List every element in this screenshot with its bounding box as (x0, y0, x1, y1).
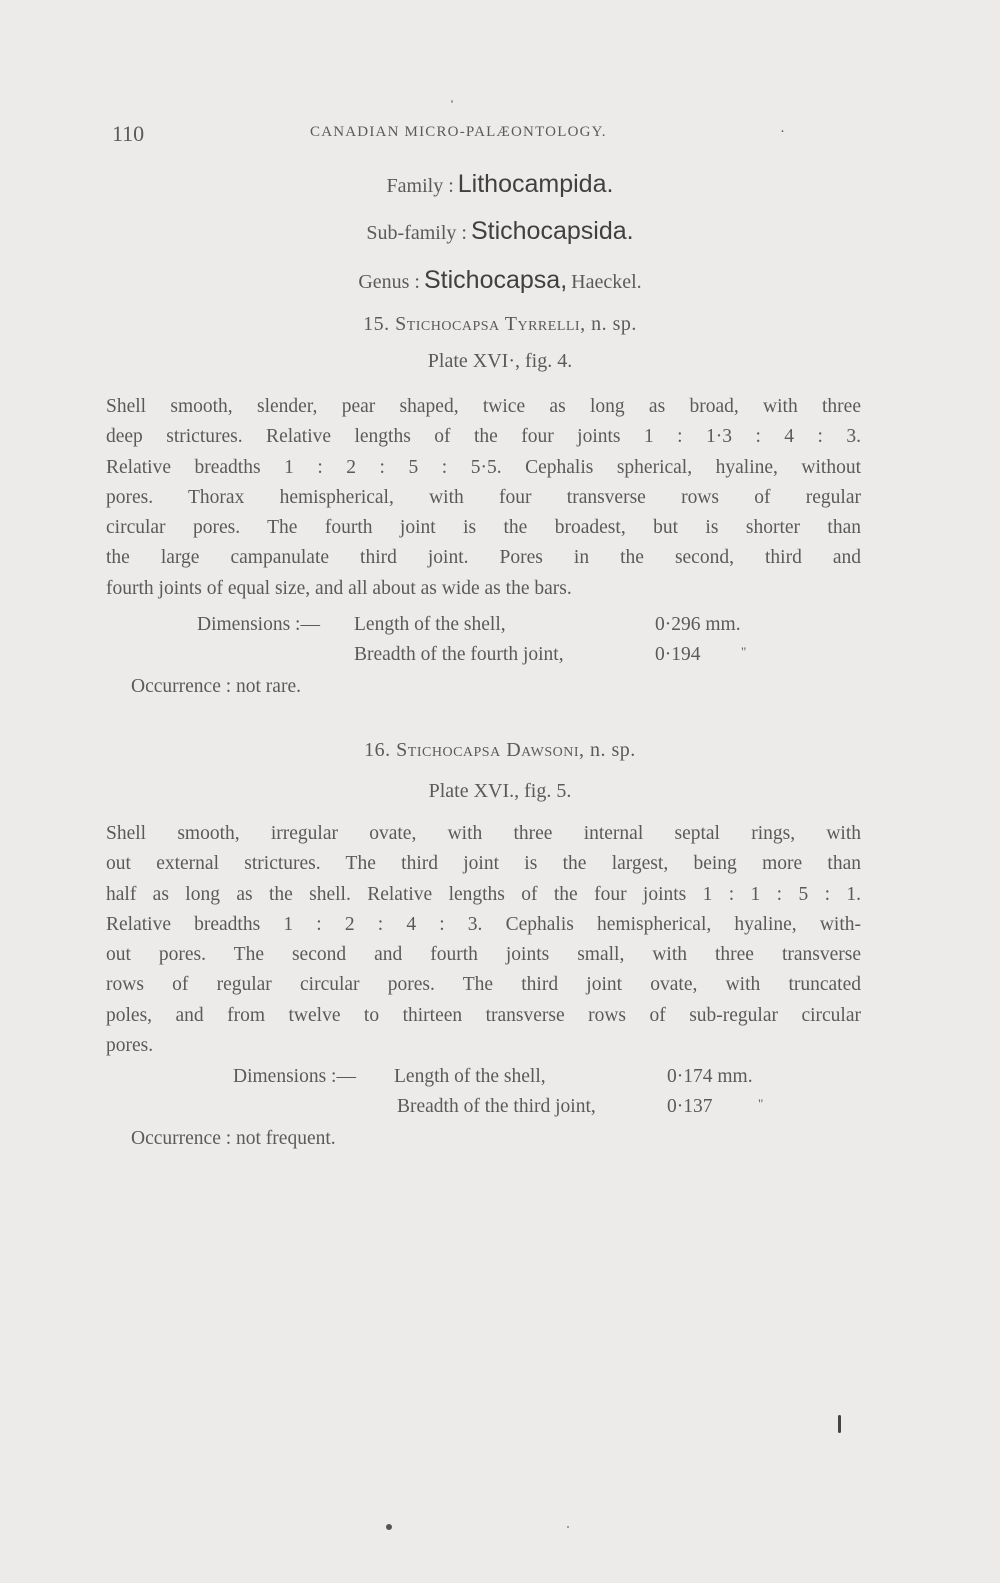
dimension-length-label: Length of the shell, (394, 1066, 546, 1087)
running-title: CANADIAN MICRO-PALÆONTOLOGY. (310, 124, 607, 140)
ditto-mark: " (758, 1096, 764, 1111)
species-status: n. sp. (590, 739, 636, 761)
subfamily-label: Sub-family : (366, 222, 467, 244)
description-line: deep strictures. Relative lengths of the four joints 1 : 1·3 : 4 : 3. (106, 426, 861, 448)
paper-blemish (838, 1415, 841, 1433)
dimension-breadth-label: Breadth of the fourth joint, (354, 644, 564, 665)
genus-heading (0, 266, 1000, 295)
paper-blemish (451, 100, 453, 103)
description-line: Relative breadths 1 : 2 : 5 : 5·5. Cephalis spherical, hyaline, without (106, 456, 861, 478)
dimension-breadth-label: Breadth of the third joint, (397, 1096, 596, 1117)
description-line: the large campanulate third joint. Pores in the second, third and (106, 547, 861, 569)
species-name: Stichocapsa Dawsoni, (396, 739, 585, 761)
species-description (106, 819, 861, 1061)
header-mark: · (780, 124, 785, 140)
paper-blemish (386, 1524, 392, 1530)
description-line: half as long as the shell. Relative lengths of the four joints 1 : 1 : 5 : 1. (106, 883, 861, 905)
dimensions-label: Dimensions :— (233, 1066, 356, 1087)
dimensions-label: Dimensions :— (197, 614, 320, 635)
genus-label: Genus : (358, 271, 420, 293)
occurrence: Occurrence : not frequent. (131, 1128, 336, 1149)
genus-name: Stichocapsa, (424, 266, 568, 294)
description-line: out pores. The second and fourth joints small, with three transverse (106, 944, 861, 966)
description-line: pores. (106, 1035, 154, 1057)
species-description (106, 392, 861, 604)
description-line: Relative breadths 1 : 2 : 4 : 3. Cephalis hemispherical, hyaline, with- (106, 913, 861, 935)
dimension-length-label: Length of the shell, (354, 614, 506, 635)
description-line: pores. Thorax hemispherical, with four transverse rows of regular (106, 486, 861, 508)
description-line: rows of regular circular pores. The third joint ovate, with truncated (106, 974, 861, 996)
description-line: poles, and from twelve to thirteen transverse rows of sub-regular circular (106, 1004, 861, 1026)
species-number: 16. (364, 739, 391, 761)
species-heading (0, 739, 1000, 762)
family-name: Lithocampida. (457, 170, 614, 198)
genus-author: Haeckel. (571, 271, 642, 293)
description-line: Shell smooth, irregular ovate, with three internal septal rings, with (106, 823, 861, 844)
species-number: 15. (363, 313, 390, 335)
dimension-breadth-value: 0·194 (655, 644, 701, 665)
species-status: n. sp. (591, 313, 637, 335)
description-line: Shell smooth, slender, pear shaped, twice as long as broad, with three (106, 396, 861, 417)
ditto-mark: " (741, 644, 747, 659)
species-heading (0, 313, 1000, 336)
subfamily-name: Stichocapsida. (470, 217, 634, 245)
dimension-length-value: 0·296 mm. (655, 614, 741, 635)
family-label: Family : (386, 175, 454, 197)
species-name: Stichocapsa Tyrrelli, (395, 313, 586, 335)
page-number: 110 (112, 121, 145, 146)
occurrence: Occurrence : not rare. (131, 676, 301, 697)
description-line: circular pores. The fourth joint is the broadest, but is shorter than (106, 517, 861, 539)
subfamily-heading (0, 217, 1000, 246)
description-line: out external strictures. The third joint is the largest, being more than (106, 853, 861, 875)
plate-reference: Plate XVI·, fig. 4. (427, 350, 573, 372)
dimension-breadth-value: 0·137 (667, 1096, 713, 1117)
family-heading (0, 170, 1000, 199)
paper-blemish (567, 1526, 569, 1528)
plate-reference: Plate XVI., fig. 5. (428, 780, 572, 802)
description-line: fourth joints of equal size, and all about as wide as the bars. (106, 577, 572, 599)
dimension-length-value: 0·174 mm. (667, 1066, 753, 1087)
